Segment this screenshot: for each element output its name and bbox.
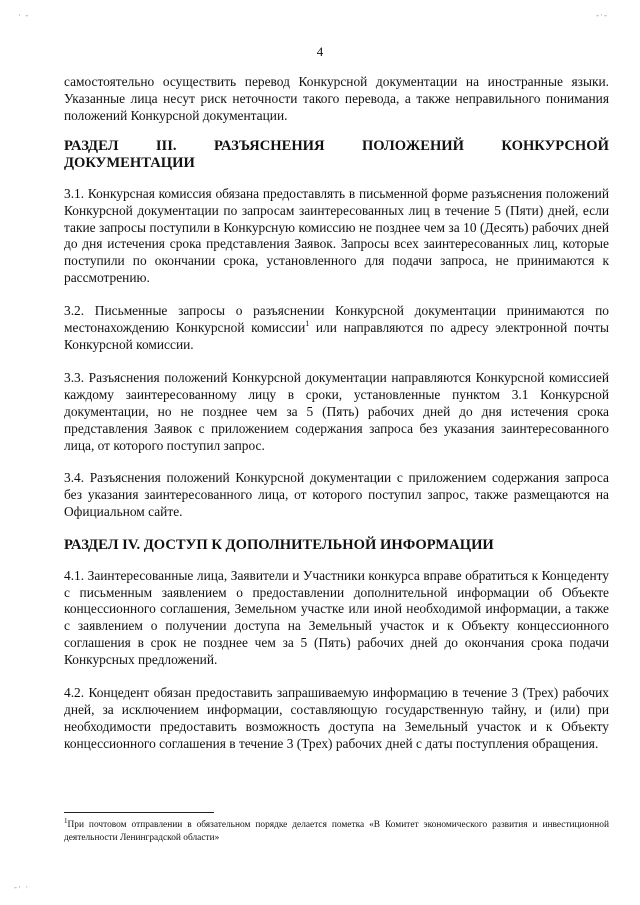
clause-4-2: 4.2. Концедент обязан предоставить запрашиваемую информацию в течение 3 (Трех) рабочих дней, за исключением информации, составляющую государственную тайну, и (или) при необходимости предоставить возможность доступа на Земельный участок и к Объекту концессионного соглашения в течение 3 (Трех) рабочих дней с даты поступления обращения. <box>64 685 609 751</box>
footnote-reference[interactable]: 1 <box>305 319 310 329</box>
clause-3-2-text-after: или направляются по адресу электронной почты Конкурсной комиссии. <box>64 320 610 352</box>
section-4-heading: РАЗДЕЛ IV. ДОСТУП К ДОПОЛНИТЕЛЬНОЙ ИНФОРМАЦИИ <box>64 537 494 554</box>
clause-3-1: 3.1. Конкурсная комиссия обязана предоставлять в письменной форме разъяснения положений Конкурсной документации по запросам заинтересованных лиц в течение 5 (Пяти) дней, если такие запросы поступили в Конкурсную комиссию не позднее чем за 10 (Десять) рабочих дней до дня истечения срока представления Заявок. Запросы всех заинтересованных лиц, которые поступили по окончании срока, установленного для подачи запроса, не принимаются к рассмотрению. <box>64 185 609 286</box>
scan-mark-top-right: -·- <box>596 10 608 20</box>
clause-3-3: 3.3. Разъяснения положений Конкурсной документации направляются Конкурсной комиссией каждому заинтересованному лицу в сроки, установленные пунктом 3.1 Конкурсной документации, но не позднее чем за 5 (Пять) рабочих дней до дня истечения срока представления Заявок с приложением содержания запроса без указания заинтересованного лица, от которого поступил запрос. <box>64 369 609 453</box>
footnote-divider <box>64 812 214 813</box>
document-body <box>64 74 609 769</box>
clause-3-2 <box>64 303 609 354</box>
clause-4-1: 4.1. Заинтересованные лица, Заявители и Участники конкурса вправе обратиться к Концеденту с письменным заявлением о предоставлении дополнительной информации об Объекте концессионного соглашения, Земельном участке или иной необходимой информации, а также с заявлением о получении доступа на Земельный участок и к Объекту концессионного соглашения в срок не позднее чем за 5 (Пять) рабочих дней до окончания срока подачи Конкурсных предложений. <box>64 567 609 668</box>
scan-mark-bottom-left: -· · <box>14 882 30 892</box>
intro-paragraph: самостоятельно осуществить перевод Конкурсной документации на иностранные языки. Указанные лица несут риск неточности такого перевода, а также неправильного понимания положений Конкурсной документации. <box>64 74 609 123</box>
page-number: 4 <box>316 44 324 59</box>
section-3-heading <box>64 138 609 173</box>
section-3-heading-line2: ДОКУМЕНТАЦИИ <box>64 155 195 172</box>
footnote-text: При почтовом отправлении в обязательном порядке делается пометка «В Комитет экономического развития и инвестиционной деятельности Ленинградской области» <box>64 820 609 843</box>
scan-mark-top-left: · - <box>18 10 30 20</box>
section-3-heading-line1: РАЗДЕЛ III. РАЗЪЯСНЕНИЯ ПОЛОЖЕНИЙ КОНКУРСНОЙ <box>64 137 609 154</box>
footnote <box>64 819 609 845</box>
clause-3-2-text-before: 3.2. Письменные запросы о разъяснении Конкурсной документации принимаются по местонахождению Конкурсной комиссии <box>64 303 609 336</box>
footnote-marker: 1 <box>64 817 68 825</box>
clause-3-4: 3.4. Разъяснения положений Конкурсной документации с приложением содержания запроса без указания заинтересованного лица, от которого поступил запрос, также размещаются на Официальном сайте. <box>64 470 609 520</box>
